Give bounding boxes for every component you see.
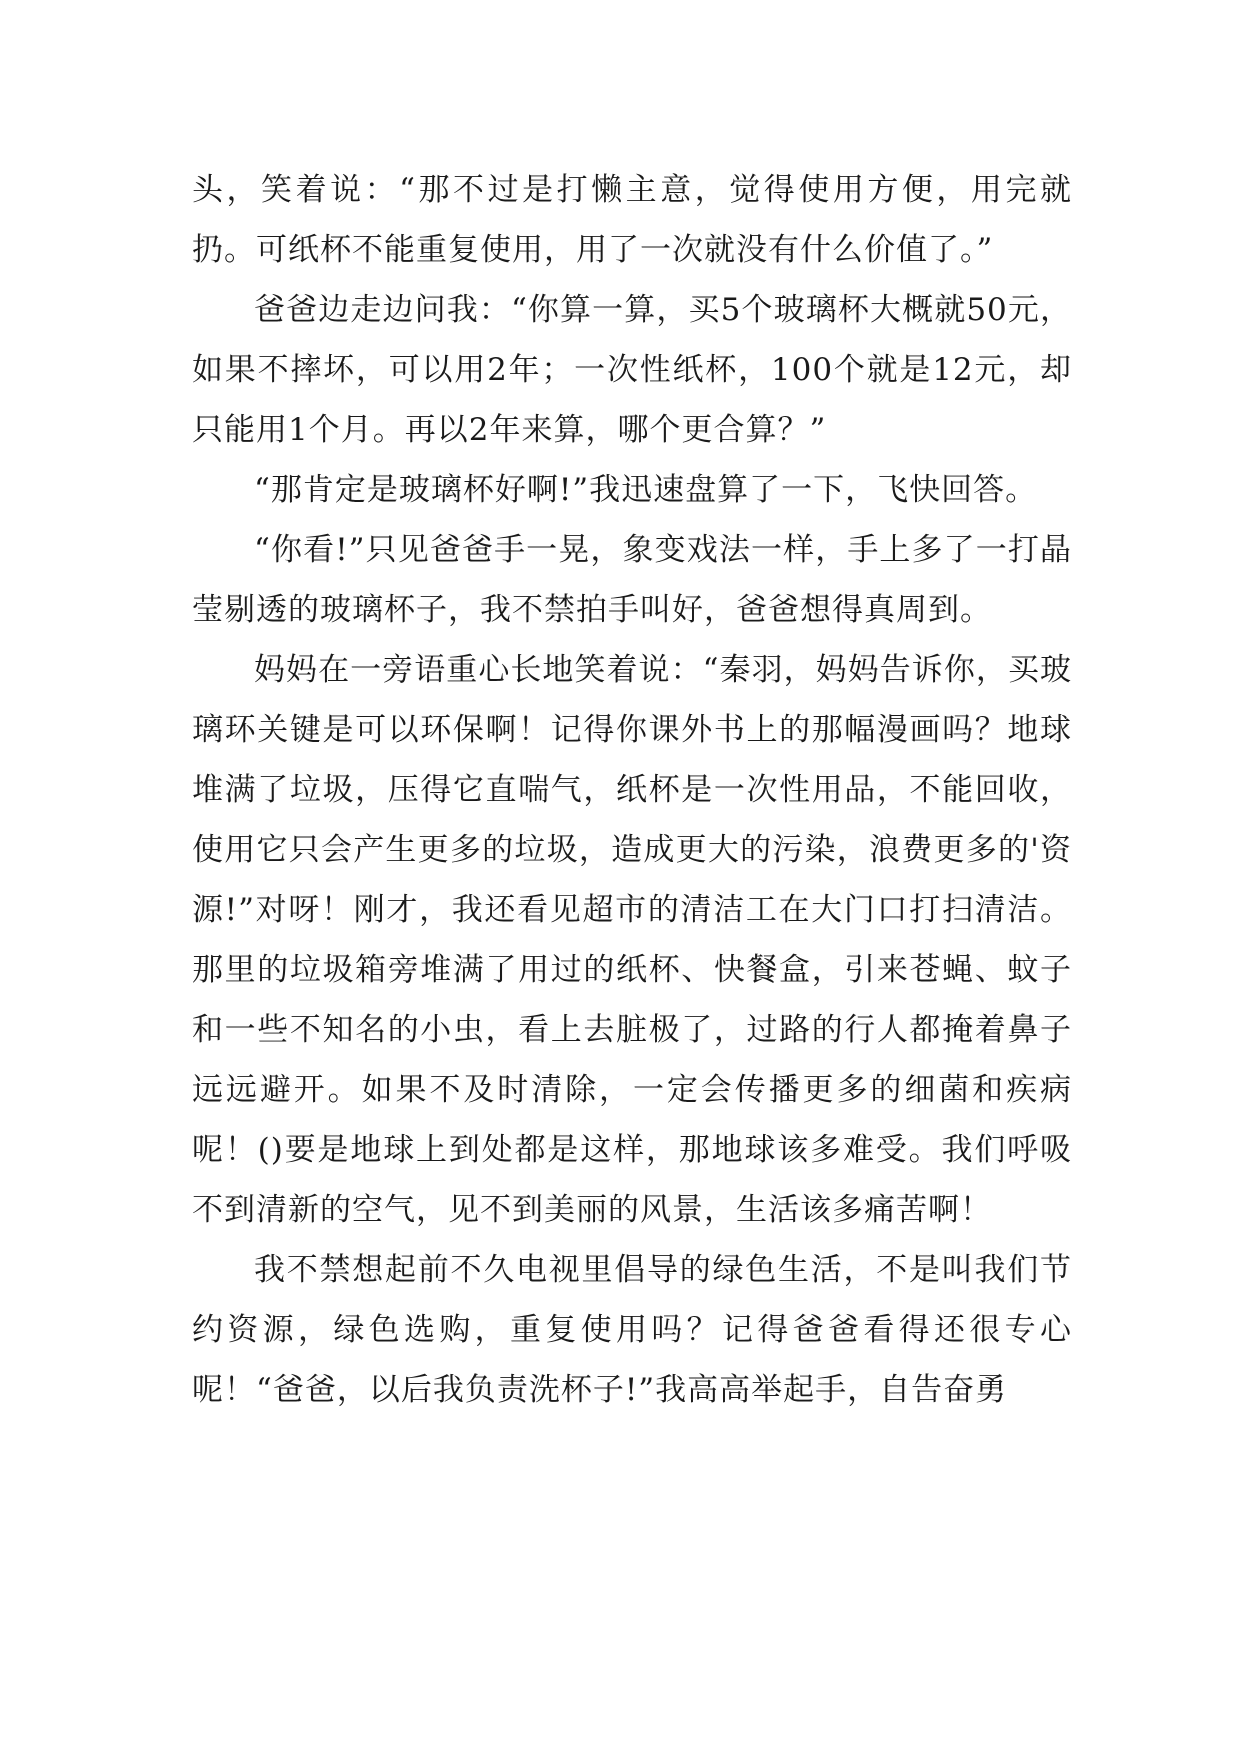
paragraph-3: “那肯定是玻璃杯好啊!”我迅速盘算了一下，飞快回答。 — [254, 472, 1038, 508]
paragraph-2: 爸爸边走边问我：“你算一算，买5个玻璃杯大概就50元，如果不摔坏，可以用2年；一次性纸杯，100个就是12元，却只能用1个月。再以2年来算，哪个更合算？” — [192, 292, 1072, 448]
paragraph-5: 妈妈在一旁语重心长地笑着说：“秦羽，妈妈告诉你，买玻璃环关键是可以环保啊！记得你课外书上的那幅漫画吗？地球堆满了垃圾，压得它直喘气，纸杯是一次性用品，不能回收，使用它只会产生更多的垃圾，造成更大的污染，浪费更多的'资源!”对呀！刚才，我还看见超市的清洁工在大门口打扫清洁。那里的垃圾箱旁堆满了用过的纸杯、快餐盒，引来苍蝇、蚊子和一些不知名的小虫，看上去脏极了，过路的行人都掩着鼻子远远避开。如果不及时清除，一定会传播更多的细菌和疾病呢！()要是地球上到处都是这样，那地球该多难受。我们呼吸不到清新的空气，见不到美丽的风景，生活该多痛苦啊！ — [192, 652, 1072, 1228]
document-body — [192, 160, 1072, 1420]
paragraph-4: “你看!”只见爸爸手一晃，象变戏法一样，手上多了一打晶莹剔透的玻璃杯子，我不禁拍手叫好，爸爸想得真周到。 — [192, 532, 1072, 628]
paragraph-6: 我不禁想起前不久电视里倡导的绿色生活，不是叫我们节约资源，绿色选购，重复使用吗？记得爸爸看得还很专心呢！“爸爸，以后我负责洗杯子!”我高高举起手，自告奋勇 — [192, 1252, 1072, 1408]
paragraph-1: 头，笑着说：“那不过是打懒主意，觉得使用方便，用完就扔。可纸杯不能重复使用，用了一次就没有什么价值了。” — [192, 172, 1072, 268]
